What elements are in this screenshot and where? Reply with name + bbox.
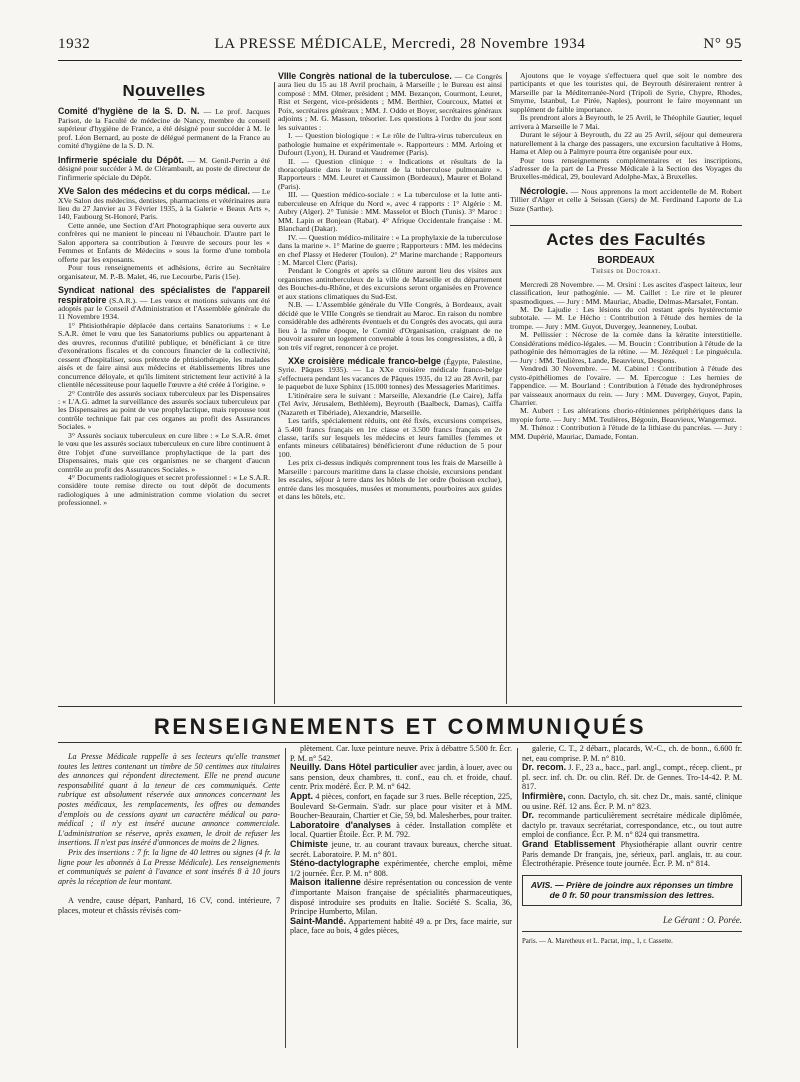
facultes-paragraph: M. Thénoz : Contribution à l'étude de la lithiase du pancréas. — Jury : MM. Dupérié, Mauriac, Damade, Fontan. xyxy=(510,423,742,441)
intro-paragraph: Prix des insertions : 7 fr. la ligne de 40 lettres ou signes (4 fr. la ligne pour les abonnés à La Presse Médicale). Les renseignements et communiqués se paient à l'avance et sont insérés 8 à 10 jours après la réception de leur montant. xyxy=(58,847,280,886)
issue-number: N° 95 xyxy=(703,36,742,52)
ad-item xyxy=(290,763,512,792)
printer-line: Paris. — A. Maretheux et L. Pactat, imp., 1, r. Cassette. xyxy=(522,931,742,947)
column-divider xyxy=(506,72,507,704)
column-divider xyxy=(517,748,518,1048)
item-body: galerie, C. T., 2 débarr., placards, W.-C., ch. de bonn., 6.600 fr. net, eau comprise. P. M. n° 810. xyxy=(522,744,742,763)
nouvelle-body: — M. Genil-Perrin a été désigné pour succéder à M. de Clérambault, au poste de directeur de l'infirmerie spéciale du Dépôt. xyxy=(58,155,270,182)
congres-paragraph: I. — Question biologique : « Le rôle de l'ultra-virus tuberculeux en pathologie humaine et expérimentale ». Rapporteurs : MM. Arloing et Dufourt (Lyon), H. Durand et Vaudremer (Paris). xyxy=(278,131,502,158)
facultes-subheading: Thèses de Doctorat. xyxy=(591,267,661,276)
item-body: J. F., 23 a., bacc., parl. angl., compt., récep. client., pr pl. secr. inf. ch. Dr. ou clin. Réf. Dr. de Gennes. Tro-14-42. P. M. 817. xyxy=(522,763,742,792)
renseignements-intro-column xyxy=(58,752,280,1048)
item-heading: Appt. xyxy=(290,790,313,801)
necrologie-heading: Nécrologie. xyxy=(520,185,568,196)
necrologie-paragraph: Nécrologie. — Nous apprenons la mort accidentelle de M. Robert Tillier d'Alger et celle à Seissan (Gers) de M. Ferdinand Laporte de La Suze (Sarthe). xyxy=(510,185,742,213)
item-heading: Neuilly. Dans Hôtel particulier xyxy=(290,762,418,773)
ad-item xyxy=(522,811,742,840)
item-heading: Maison italienne xyxy=(290,877,361,888)
facultes-paragraph: M. Aubert : Les altérations chorio-rétiniennes périphériques dans la myopie forte. — Jury : MM. Teulières, Bégouin, Beauvieux, Wangermez. xyxy=(510,406,742,424)
ad-item xyxy=(290,917,512,936)
gerant-signature: Le Gérant : O. Porée. xyxy=(663,914,742,925)
croisiere-paragraph: Pour tous renseignements complémentaires et les inscriptions, s'adresser de la part de La Presse Médicale à la Section des Voyages du Bruxelles-médical, 29, boulevard Adolphe-Max, à Bruxelles. xyxy=(510,155,742,182)
congres-column xyxy=(278,72,502,704)
nouvelle-item xyxy=(58,156,270,182)
item-body: Appartement habité 49 a. pr Drs, face mairie, sur place, face au bois, 4 gdes pièces, xyxy=(290,916,512,936)
item-heading: Chimiste xyxy=(290,838,329,849)
congres-heading: VIIIe Congrès national de la tuberculose. xyxy=(278,72,452,81)
item-heading: Laboratoire d'analyses xyxy=(290,819,391,830)
ad-item xyxy=(522,744,742,763)
nouvelle-item xyxy=(58,264,270,281)
nouvelle-body: 1° Phtisiothérapie déplacée dans certains Sanatoriums : « Le S.A.R. émet le vœu que les Sanatoriums publics ou appartenant à des œuvres, reconnus d'utilité publique, et bénéficiant à ce titre d'exonérations fiscales et du concours financier de la collectivité, cessent d'hospitaliser, sous prétexte de phtisiothérapie, les malades aisés et de faire ainsi aux médecins et établissements libres une concurrence déloyale, et qu'ils limitent strictement leur activité à la clientèle nécessiteuse pour laquelle l'œuvre a été créée à l'origine. » xyxy=(58,320,270,390)
running-head xyxy=(58,36,742,58)
ad-first: A vendre, cause départ, Panhard, 16 CV, cond. intérieure, 7 places, moteur et châssis révisés com- xyxy=(58,896,280,915)
facultes-paragraph: Vendredi 30 Novembre. — M. Cabinel : Contribution à l'étude des cysto-épithéliomes de l'ovaire. — M. Epercogue : Les hernies de l'appendice. — M. Bourland : Contribution à l'étude des hydronéphroses par vaisseaux anormaux du rein. — Jury : MM. Duvergey, Guyot, Papin, Charrier. xyxy=(510,364,742,407)
nouvelle-item xyxy=(58,286,270,322)
facultes-city: BORDEAUX xyxy=(597,254,655,266)
croisiere-heading: XXe croisière médicale franco-belge xyxy=(288,355,441,366)
ads-column-2 xyxy=(290,744,512,1048)
facultes-paragraph: M. De Lajudie : Les lésions du col restant après hystérectomie subtotale. — M. Le Hécho : Contribution à l'étude des hernies de la trompe. — Jury : MM. Guyot, Duvergey, Jeanneney, Loubat. xyxy=(510,304,742,331)
item-body: à céder. Installation complète et local. Quartier Étoile. Écr. P. M. 792. xyxy=(290,820,512,840)
congres-paragraph: III. — Question médico-sociale : « La tuberculose et la lutte anti-tuberculeuse en Afrique du Nord », avec 4 rapports : 1° Algérie : M. Aubry (Alger). 2° Tunisie : MM. Masselot et Bloch (Tunis). 3° Maroc : MM. Lapin et Bonjean (Rabat). 4° Afrique Occidentale française : M. Blanchard (Dakar). xyxy=(278,190,502,234)
nouvelle-body: — Le prof. Jacques Parisot, de la Faculté de médecine de Nancy, membre du conseil supérieur d'hygiène de France, a été désigné pour succéder à M. le prof. Léon Bernard, au poste de délégué permanent de la France au comité d'hygiène de la S. D. N. xyxy=(58,107,270,151)
croisiere-paragraph: Ils prendront alors à Beyrouth, le 25 Avril, le Théophile Gautier, lequel arrivera à Marseille le 7 Mai. xyxy=(510,113,742,131)
item-body: conn. Dactylo, ch. sit. chez Dr., mais. santé, clinique ou usine. Réf. 12 ans. Écr. P. M. n° 823. xyxy=(522,791,742,811)
header-rule xyxy=(58,60,742,61)
congres-paragraph: Pendant le Congrès et après sa clôture auront lieu des visites aux organismes antituberculeux de la ville de Marseille et du département des Bouches-du-Rhône, et des excursions seront organisées en Provence et aux stations climatiques du Sud-Est. xyxy=(278,266,502,301)
item-body: 4 pièces, confort, en façade sur 3 rues. Belle réception, 225, Boulevard St-Germain. S'adr. sur place pour visiter et à MM. Boucher-Beaurain, Chartier et Cie, 59, bd. Malesherbes, pour traiter. xyxy=(290,791,512,821)
nouvelle-body: Pour tous renseignements et adhésions, écrire au Secrétaire organisateur, M. P.-B. Malet, 46, rue Lecourbe, Paris (15e). xyxy=(58,263,270,281)
congres-paragraph: N.B. — L'Assemblée générale du VIIe Congrès, à Bordeaux, avait décidé que le VIIIe Congrès se tiendrait au Maroc. En raison du nombre considérable des adhérents éventuels et du Congrès des avocats, qui aura lieu à la même époque, le Comité d'Organisation, craignant de ne pouvoir assurer un logement convenable à tous les congressistes, a dû, à son très vif regret, renoncer à ce projet. xyxy=(278,300,502,352)
item-heading: Infirmière, xyxy=(522,790,566,801)
item-body: Physiothérapie allant ouvrir centre Paris demande Dr français, jne, sérieux, parl. anglais, tr. au cour. Électrothérapie. Présence toute journée. Écr. P. M. n° 814. xyxy=(522,839,742,869)
ad-item xyxy=(522,763,742,792)
nouvelle-body: 4° Documents radiologiques et secret professionnel : « Le S.A.R. considère toute remise directe ou tout dépôt de documents radiologiques à une administration comme violation du secret professionnel. » xyxy=(58,473,270,508)
nouvelle-heading: Comité d'hygiène de la S. D. N. xyxy=(58,106,200,117)
ad-item xyxy=(522,840,742,869)
facultes-paragraph: M. Pellissier : Nécrose de la cornée dans la kératite interstitielle. Considérations médico-légales. — M. Boucin : Contribution à l'étude de la pathogénie des hémorragies de la rétine. — M. Jézéquel : Le pinguécula. — Jury : MM. Teulières, Lande, Beauvieux, Despons. xyxy=(510,330,742,365)
ads-column-3 xyxy=(522,744,742,1048)
item-heading: Grand Etablissement xyxy=(522,838,616,849)
nouvelle-item xyxy=(58,187,270,222)
ad-item xyxy=(290,792,512,821)
nouvelle-item xyxy=(58,390,270,432)
section-separator xyxy=(58,706,742,707)
nouvelle-item xyxy=(58,222,270,264)
page-number: 1932 xyxy=(58,36,91,52)
avis-box: AVIS. — Prière de joindre aux réponses un timbre de 0 fr. 50 pour transmission des lettres. xyxy=(522,875,742,906)
croisiere-paragraph: Les prix ci-dessus indiqués comprennent tous les frais de Marseille à Marseille : parcours maritime dans la classe choisie, excursions pendant les escales, séjour à terre dans les hôtels de 1er ordre (boisson exclue), entrée dans les mosquées, musées et monuments, pourboires aux guides et dans les hôtels, etc. xyxy=(278,458,502,502)
nouvelle-body: (S.A.R.). — Les vœux et motions suivants ont été adoptés par le Conseil d'Administration et l'Assemblée générale du 11 Novembre 1934. xyxy=(58,295,270,322)
nouvelle-body: — Le XVe Salon des médecins, dentistes, pharmaciens et vétérinaires aura lieu du 27 Janvier au 3 Février 1935, à la Galerie « Beaux Arts », 140, Faubourg St-Honoré, Paris. xyxy=(58,187,270,222)
ad-item xyxy=(522,792,742,811)
croisiere-paragraph: L'itinéraire sera le suivant : Marseille, Alexandrie (Le Caire), Jaffa (Tel Aviv, Jérusalem, Bethléem), Beyrouth (Baalbeck, Damas), Caïffa (Nazareth et Tibériade), Alexandrie, Marseille. xyxy=(278,390,502,417)
column-divider xyxy=(274,82,275,704)
item-heading: Saint-Mandé. xyxy=(290,915,347,926)
croisiere-paragraph: Durant le séjour à Beyrouth, du 22 au 25 Avril, séjour qui demeurera naturellement à la charge des passagers, une excursion facultative à Homs, Hama et Alep ou à Palmyre pourra être organisée pour eux. xyxy=(510,130,742,157)
renseignements-title: RENSEIGNEMENTS ET COMMUNIQUÉS xyxy=(153,714,647,739)
item-body: jeune, tr. au courant travaux bureaux, cherche situat. secrét. Laboratoire. P. M. n° 801. xyxy=(290,839,512,859)
ad-item xyxy=(290,878,512,916)
ads-list-3 xyxy=(522,744,742,869)
nouvelle-item xyxy=(58,107,270,150)
journal-title: LA PRESSE MÉDICALE, Mercredi, 28 Novembre 1934 xyxy=(214,36,586,52)
croisiere-paragraph: Ajoutons que le voyage s'effectuera quel que soit le nombre des participants et que les touristes qui, de Beyrouth désireraient rentrer à Marseille par la Méditerranée-Nord (Tripoli de Syrie, Chypre, Rhodes, Smyrne, Istanbul, Le Pirée, Naples), pourront le faire moyennant un supplément de faible importance. xyxy=(510,72,742,114)
item-heading: Dr. recom. xyxy=(522,762,567,773)
congres-paragraph: II. — Question clinique : « Indications et résultats de la thoracoplastie dans le traitement de la tuberculose pulmonaire ». Rapporteurs : MM. Leuret et Caussimon (Bordeaux), Maurer et Boland (Paris). xyxy=(278,156,502,191)
item-body: désire représentation ou concession de vente d'importante Maison française de spécialités pharmaceutiques, disposé introduire ses produits en Italie. Société S. Scalia, 36, Principe Humberto, Milan. xyxy=(290,878,512,917)
nouvelle-body: 2° Contrôle des assurés sociaux tuberculeux par les Dispensaires : « L'A.G. admet la surveillance des assurés sociaux tuberculeux par les Dispensaires au point de vue prophylactique, mais repousse tout contrôle technique fait par ces organes au profit des Assurances Sociales. » xyxy=(58,388,270,432)
facultes-title: Actes des Facultés xyxy=(546,230,706,250)
nouvelle-heading: Syndicat national des spécialistes de l'appareil respiratoire xyxy=(58,285,270,305)
nouvelle-heading: Infirmerie spéciale du Dépôt. xyxy=(58,154,184,165)
item-heading: Sténo-dactylographe xyxy=(290,858,380,869)
nouvelle-item xyxy=(58,322,270,390)
item-body: avec jardin, à louer, avec ou sans pension, deux chambres, tt. conf., eau ch. et froide, chauf. centr. Prix modéré. Écr. P. M. n° 642. xyxy=(290,763,512,792)
nouvelle-heading: XVe Salon des médecins et du corps médical. xyxy=(58,186,250,197)
item-body: expérimentée, cherche emploi, même 1/2 journée. Écr. P. M. n° 808. xyxy=(290,859,512,878)
croisiere-paragraph: Les tarifs, spécialement réduits, ont été fixés, excursions comprises, à 5.400 francs français en 1re classe et 3.500 francs français en 2e classe, tarifs sur lesquels les médecins et leurs familles (femmes et enfants mineurs célibataires) bénéficieront d'une réduction de 5 pour 100. xyxy=(278,416,502,459)
congres-paragraph-0: VIIIe Congrès national de la tuberculose. — Ce Congrès aura lieu du 15 au 18 Avril prochain, à Marseille ; le Bureau est ainsi composé : MM. Olmer, président ; MM. Bezançon, Courmont, Leuret, Rist et Sergent, vice-présidents ; MM. Berthier, Courcoux, Mattei et Poix, secrétaires généraux ; MM. J. Oddo et Boyer, secrétaires généraux adjoints ; M. G. Masson, trésorier. Les questions à l'ordre du jour sont les suivantes : xyxy=(278,72,502,132)
ad-item xyxy=(290,859,512,878)
ad-item xyxy=(290,821,512,840)
item-body: recommande particulièrement secrétaire médicale diplômée, dactylo pr. travaux secrétariat, correspondance, etc., ou tout autre emploi de confiance. Écr. P. M. n° 824 qui transmettra. xyxy=(522,811,742,840)
item-body: plètement. Car. luxe peinture neuve. Prix à débattre 5.500 fr. Écr. P. M. n° 542. xyxy=(290,744,512,763)
ad-item xyxy=(290,744,512,763)
item-heading: Dr. xyxy=(522,810,535,821)
nouvelles-list xyxy=(58,107,270,507)
croisiere-paragraph-0: XXe croisière médicale franco-belge (Égypte, Palestine, Syrie. Pâques 1935). — La XXe croisière médicale franco-belge s'effectuera pendant les vacances de Pâques 1935, du 12 au 28 Avril, par le paquebot de luxe Sphinx (15.000 tonnes) des Messageries Maritimes. xyxy=(278,355,502,392)
nouvelle-item xyxy=(58,432,270,474)
nouvelle-body: 3° Assurés sociaux tuberculeux en cure libre : « Le S.A.R. émet le vœu que les assurés sociaux tuberculeux en cure libre continuent à être l'objet d'une surveillance prophylactique de la part des Dispensaires, mais que ces organismes ne se chargent d'aucun contrôle au profit des Assurances Sociales. » xyxy=(58,430,270,474)
nouvelle-body: Cette année, une Section d'Art Photographique sera ouverte aux confrères qui ne manient le pinceau ni l'ébauchoir. D'autre part le Salon apportera sa contribution à l'œuvre de secours pour les « Femmes et Enfants de Médecins » sous la forme d'une tombola offerte par les exposants. xyxy=(58,220,270,264)
intro-paragraph: La Presse Médicale rappelle à ses lecteurs qu'elle transmet toutes les lettres contenant un timbre de 50 centimes aux titulaires des annonces qui répondent directement. Elle ne prend aucune responsabilité quant à la teneur de ces communiqués. Cette rubrique est absolument réservée aux annonces concernant les postes médicaux, les remplacements, les offres ou demandes d'emplois ou de cessions ayant un caractère médical ou para-médical ; il n'y est inséré aucune annonce commerciale. L'administration se réserve, après examen, le droit de refuser les insertions. Il n'est pas inséré d'annonces de moins de 2 lignes. xyxy=(58,752,280,848)
facultes-paragraph: Mercredi 28 Novembre. — M. Orsini : Les ascites d'aspect laiteux, leur classification, leur pathogénie. — M. Caillet : Le rire et le pleurer spasmodiques. — Jury : MM. Mauriac, Abadie, Delmas-Marsalet, Fontan. xyxy=(510,279,742,306)
ad-item xyxy=(290,840,512,859)
column-divider xyxy=(285,748,286,1048)
facultes-column xyxy=(510,72,742,704)
nouvelles-title: Nouvelles xyxy=(122,85,206,100)
nouvelles-column xyxy=(58,85,270,703)
nouvelle-item xyxy=(58,474,270,508)
section-rule xyxy=(510,225,742,226)
section-separator xyxy=(58,742,742,743)
congres-paragraph: IV. — Question médico-militaire : « La prophylaxie de la tuberculose dans la marine ». 1° Marine de guerre ; Rapporteurs : MM. les médecins en chef Plassy et Hederer (Toulon). 2° Marine marchande ; Rapporteurs : M. Marcel Clerc (Paris). xyxy=(278,232,502,267)
